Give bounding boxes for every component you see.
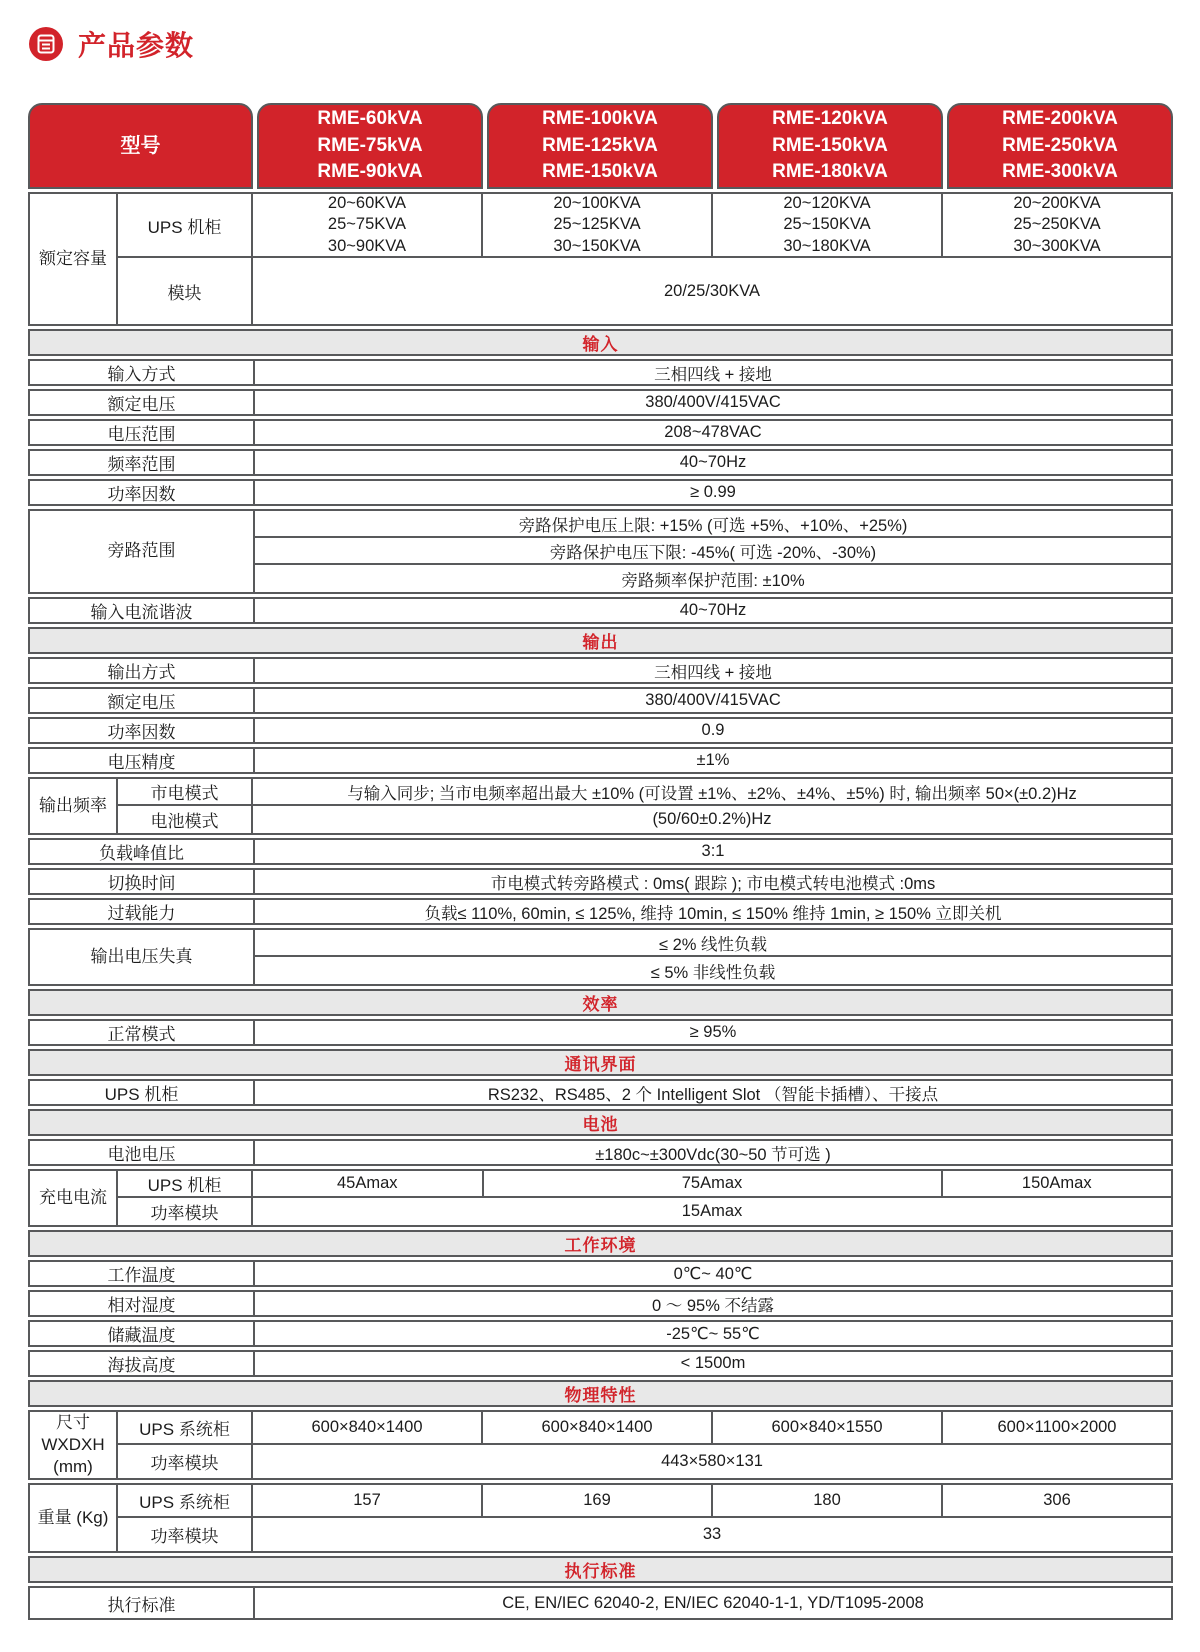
row-value: 40~70Hz (679, 601, 747, 619)
spec-row-overload (28, 898, 1173, 925)
charge-module-value: 15Amax (681, 1202, 743, 1220)
page-header (28, 24, 194, 64)
table-header-row (28, 103, 1173, 189)
capacity-line: 20~60KVA (327, 194, 407, 213)
weight-module-value: 33 (702, 1525, 722, 1544)
spec-row-altitude (28, 1350, 1173, 1377)
row-label: 工作温度 (30, 1262, 255, 1285)
page-title: 产品参数 (78, 30, 195, 61)
output-frequency-label: 输出频率 (30, 779, 118, 833)
spec-row-normal-mode (28, 1019, 1173, 1046)
weight-cabinet-label: UPS 系统柜 (118, 1485, 253, 1516)
row-label: 输入电流谐波 (30, 599, 255, 622)
header-cell-group-1 (257, 103, 483, 189)
charge-module-label: 功率模块 (118, 1198, 253, 1225)
weight-cabinet-values (253, 1485, 1171, 1516)
row-value: 40~70Hz (679, 453, 747, 471)
model-name: RME-250kVA (1002, 134, 1118, 156)
row-value: < 1500m (680, 1354, 746, 1372)
spec-row-input-harmonic (28, 597, 1173, 624)
row-label: 电池电压 (30, 1141, 255, 1164)
capacity-cabinet-row (118, 194, 1171, 258)
spec-row-transfer-time (28, 868, 1173, 895)
mains-mode-row (118, 779, 1171, 806)
spec-row-output-mode (28, 657, 1173, 684)
capacity-line: 20~120KVA (783, 194, 871, 213)
battery-mode-label: 电池模式 (118, 806, 253, 833)
row-value: 0℃~ 40℃ (673, 1264, 753, 1283)
header-cell-model-label: 型号 (28, 103, 253, 189)
charge-module-row (118, 1198, 1171, 1225)
charge-cabinet-label: UPS 机柜 (118, 1171, 253, 1196)
row-label: 额定电压 (30, 391, 255, 414)
bypass-row (255, 565, 1171, 592)
bypass-value: 旁路保护电压下限: -45%( 可选 -20%、-30%) (549, 543, 877, 562)
distortion-value: ≤ 2% 线性负载 (658, 935, 768, 954)
spec-row-operating-temp (28, 1260, 1173, 1287)
charge-current-rows (118, 1171, 1171, 1225)
weight-group (28, 1483, 1173, 1553)
section-band-battery: 电池 (28, 1109, 1173, 1136)
model-name: RME-60kVA (317, 107, 423, 129)
dimensions-cabinet-label: UPS 系统柜 (118, 1412, 253, 1443)
spec-row-rated-voltage-out (28, 687, 1173, 714)
capacity-value-cell (943, 194, 1171, 256)
model-name: RME-300kVA (1002, 161, 1118, 183)
dimension-value-cell: 600×1100×2000 (997, 1417, 1117, 1436)
row-value: ≥ 95% (689, 1023, 737, 1041)
model-name: RME-150kVA (542, 161, 658, 183)
capacity-line: 25~75KVA (327, 215, 407, 234)
dimensions-label-line: 尺寸 (56, 1413, 90, 1432)
row-label: 正常模式 (30, 1021, 255, 1044)
bypass-value: 旁路频率保护范围: ±10% (621, 571, 805, 590)
rated-capacity-group (28, 192, 1173, 326)
charge-current-label: 充电电流 (30, 1171, 118, 1225)
voltage-distortion-group (28, 928, 1173, 986)
capacity-line: 30~150KVA (553, 236, 641, 255)
row-label: 负载峰值比 (30, 840, 255, 863)
row-label: 输入方式 (30, 361, 255, 384)
row-label: 功率因数 (30, 719, 255, 742)
weight-rows (118, 1485, 1171, 1551)
row-label: 额定电压 (30, 689, 255, 712)
dimensions-cabinet-row (118, 1412, 1171, 1445)
row-label: 切换时间 (30, 870, 255, 893)
row-value: 3:1 (701, 842, 725, 860)
row-value: ±180c~±300Vdc(30~50 节可选 ) (595, 1145, 831, 1164)
voltage-distortion-rows (255, 930, 1171, 984)
row-value: 市电模式转旁路模式 : 0ms( 跟踪 ); 市电模式转电池模式 :0ms (490, 874, 936, 893)
dimensions-label-line: (mm) (53, 1457, 93, 1477)
spec-row-rated-voltage-in (28, 389, 1173, 416)
model-name: RME-125kVA (542, 134, 658, 156)
row-value: RS232、RS485、2 个 Intelligent Slot （智能卡插槽）、干接点 (487, 1085, 939, 1104)
bypass-value: 旁路保护电压上限: +15% (可选 +5%、+10%、+25%) (518, 516, 908, 535)
section-band-efficiency: 效率 (28, 989, 1173, 1016)
battery-mode-value: (50/60±0.2%)Hz (652, 810, 772, 828)
capacity-line: 25~125KVA (553, 215, 641, 234)
capacity-value-cell (483, 194, 713, 256)
section-band-comm: 通讯界面 (28, 1049, 1173, 1076)
row-value: 0 ～ 95% 不结露 (652, 1296, 774, 1315)
dimensions-label-line: WXDXH (41, 1435, 105, 1455)
row-value: 380/400V/415VAC (645, 691, 781, 709)
weight-value-cell: 306 (1043, 1491, 1071, 1510)
row-label: 频率范围 (30, 451, 255, 474)
rated-capacity-rows (118, 194, 1171, 324)
row-value: ±1% (696, 751, 730, 769)
header-cell-group-3 (717, 103, 943, 189)
row-label: 相对湿度 (30, 1292, 255, 1315)
rated-capacity-label: 额定容量 (30, 194, 118, 324)
output-frequency-rows (118, 779, 1171, 833)
spec-row-power-factor-out (28, 717, 1173, 744)
battery-mode-row (118, 806, 1171, 833)
bypass-row (255, 538, 1171, 565)
section-band-environment: 工作环境 (28, 1230, 1173, 1257)
distortion-value: ≤ 5% 非线性负载 (650, 963, 776, 982)
row-label: 过载能力 (30, 900, 255, 923)
spec-row-comm-interface (28, 1079, 1173, 1106)
capacity-value-cell (713, 194, 943, 256)
charge-value-cell: 75Amax (484, 1171, 943, 1196)
charge-cabinet-row (118, 1171, 1171, 1198)
dimensions-group (28, 1410, 1173, 1480)
voltage-distortion-label: 输出电压失真 (30, 930, 255, 984)
charge-value-cell: 150Amax (1021, 1173, 1092, 1192)
row-label: UPS 机柜 (30, 1081, 255, 1104)
weight-value-cell: 180 (713, 1485, 943, 1516)
section-band-physical: 物理特性 (28, 1380, 1173, 1407)
dimensions-module-label: 功率模块 (118, 1445, 253, 1478)
dimensions-label (30, 1412, 118, 1478)
row-label: 输出方式 (30, 659, 255, 682)
capacity-line: 25~150KVA (783, 215, 871, 234)
weight-value-cell: 157 (253, 1485, 483, 1516)
capacity-line: 30~180KVA (783, 236, 871, 255)
spec-row-crest-factor (28, 838, 1173, 865)
row-label: 功率因数 (30, 481, 255, 504)
spec-table (28, 103, 1173, 1620)
capacity-cabinet-values (253, 194, 1171, 256)
distortion-row (255, 930, 1171, 957)
spec-row-battery-voltage (28, 1139, 1173, 1166)
section-band-output: 输出 (28, 627, 1173, 654)
weight-cabinet-row (118, 1485, 1171, 1518)
section-band-standard: 执行标准 (28, 1556, 1173, 1583)
spec-sheet-icon (28, 26, 64, 62)
capacity-module-value: 20/25/30KVA (663, 281, 761, 300)
model-name: RME-75kVA (317, 134, 423, 156)
model-name: RME-180kVA (772, 161, 888, 183)
model-name: RME-100kVA (542, 107, 658, 129)
section-band-input: 输入 (28, 329, 1173, 356)
dimensions-module-value: 443×580×131 (661, 1452, 763, 1470)
weight-value-cell: 169 (483, 1485, 713, 1516)
header-cell-group-4 (947, 103, 1173, 189)
dimension-value-cell: 600×840×1400 (483, 1412, 713, 1443)
capacity-line: 20~200KVA (1013, 194, 1101, 213)
dimension-value-cell: 600×840×1550 (713, 1412, 943, 1443)
row-value: -25℃~ 55℃ (666, 1324, 760, 1343)
output-frequency-group (28, 777, 1173, 835)
capacity-line: 30~300KVA (1013, 236, 1101, 255)
dimensions-module-row (118, 1445, 1171, 1478)
row-value: ≥ 0.99 (690, 483, 736, 501)
model-name: RME-200kVA (1002, 107, 1118, 129)
spec-row-standards (28, 1586, 1173, 1620)
capacity-module-label: 模块 (118, 258, 253, 324)
spec-row-voltage-precision (28, 747, 1173, 774)
model-name: RME-150kVA (772, 134, 888, 156)
distortion-row (255, 957, 1171, 984)
spec-row-humidity (28, 1290, 1173, 1317)
capacity-line: 30~90KVA (327, 236, 407, 255)
spec-row-input-mode (28, 359, 1173, 386)
charge-value-cell: 45Amax (253, 1171, 484, 1196)
row-value: CE, EN/IEC 62040-2, EN/IEC 62040-1-1, YD/T1095-2008 (502, 1593, 924, 1612)
row-value: 负载≤ 110%, 60min, ≤ 125%, 维持 10min, ≤ 150% 维持 1min, ≥ 150% 立即关机 (424, 904, 1002, 923)
bypass-range-rows (255, 511, 1171, 592)
bypass-row (255, 511, 1171, 538)
row-value: 0.9 (701, 721, 725, 739)
weight-module-row (118, 1518, 1171, 1551)
weight-module-label: 功率模块 (118, 1518, 253, 1551)
spec-row-storage-temp (28, 1320, 1173, 1347)
spec-row-power-factor-in (28, 479, 1173, 506)
dimensions-rows (118, 1412, 1171, 1478)
charge-cabinet-values (253, 1171, 1171, 1196)
model-name: RME-120kVA (772, 107, 888, 129)
dimension-value-cell: 600×840×1400 (253, 1412, 483, 1443)
row-value: 三相四线 + 接地 (654, 365, 772, 384)
spec-row-voltage-range (28, 419, 1173, 446)
bypass-range-group (28, 509, 1173, 594)
row-label: 电压范围 (30, 421, 255, 444)
capacity-value-cell (253, 194, 483, 256)
row-value: 208~478VAC (664, 423, 762, 441)
mains-mode-value: 与输入同步; 当市电频率超出最大 ±10% (可设置 ±1%、±2%、±4%、±5%) 时, 输出频率 50×(±0.2)Hz (347, 784, 1077, 803)
header-cell-group-2 (487, 103, 713, 189)
capacity-line: 20~100KVA (553, 194, 641, 213)
mains-mode-label: 市电模式 (118, 779, 253, 804)
row-value: 380/400V/415VAC (645, 393, 781, 411)
weight-label: 重量 (Kg) (30, 1485, 118, 1551)
row-value: 三相四线 + 接地 (654, 663, 772, 682)
capacity-cabinet-label: UPS 机柜 (118, 194, 253, 256)
bypass-range-label: 旁路范围 (30, 511, 255, 592)
row-label: 储藏温度 (30, 1322, 255, 1345)
capacity-module-row (118, 258, 1171, 324)
charge-current-group (28, 1169, 1173, 1227)
spec-row-freq-range (28, 449, 1173, 476)
capacity-line: 25~250KVA (1013, 215, 1101, 234)
row-label: 海拔高度 (30, 1352, 255, 1375)
row-label: 电压精度 (30, 749, 255, 772)
row-label: 执行标准 (30, 1588, 255, 1618)
model-name: RME-90kVA (317, 161, 423, 183)
dimensions-cabinet-values (253, 1412, 1171, 1443)
